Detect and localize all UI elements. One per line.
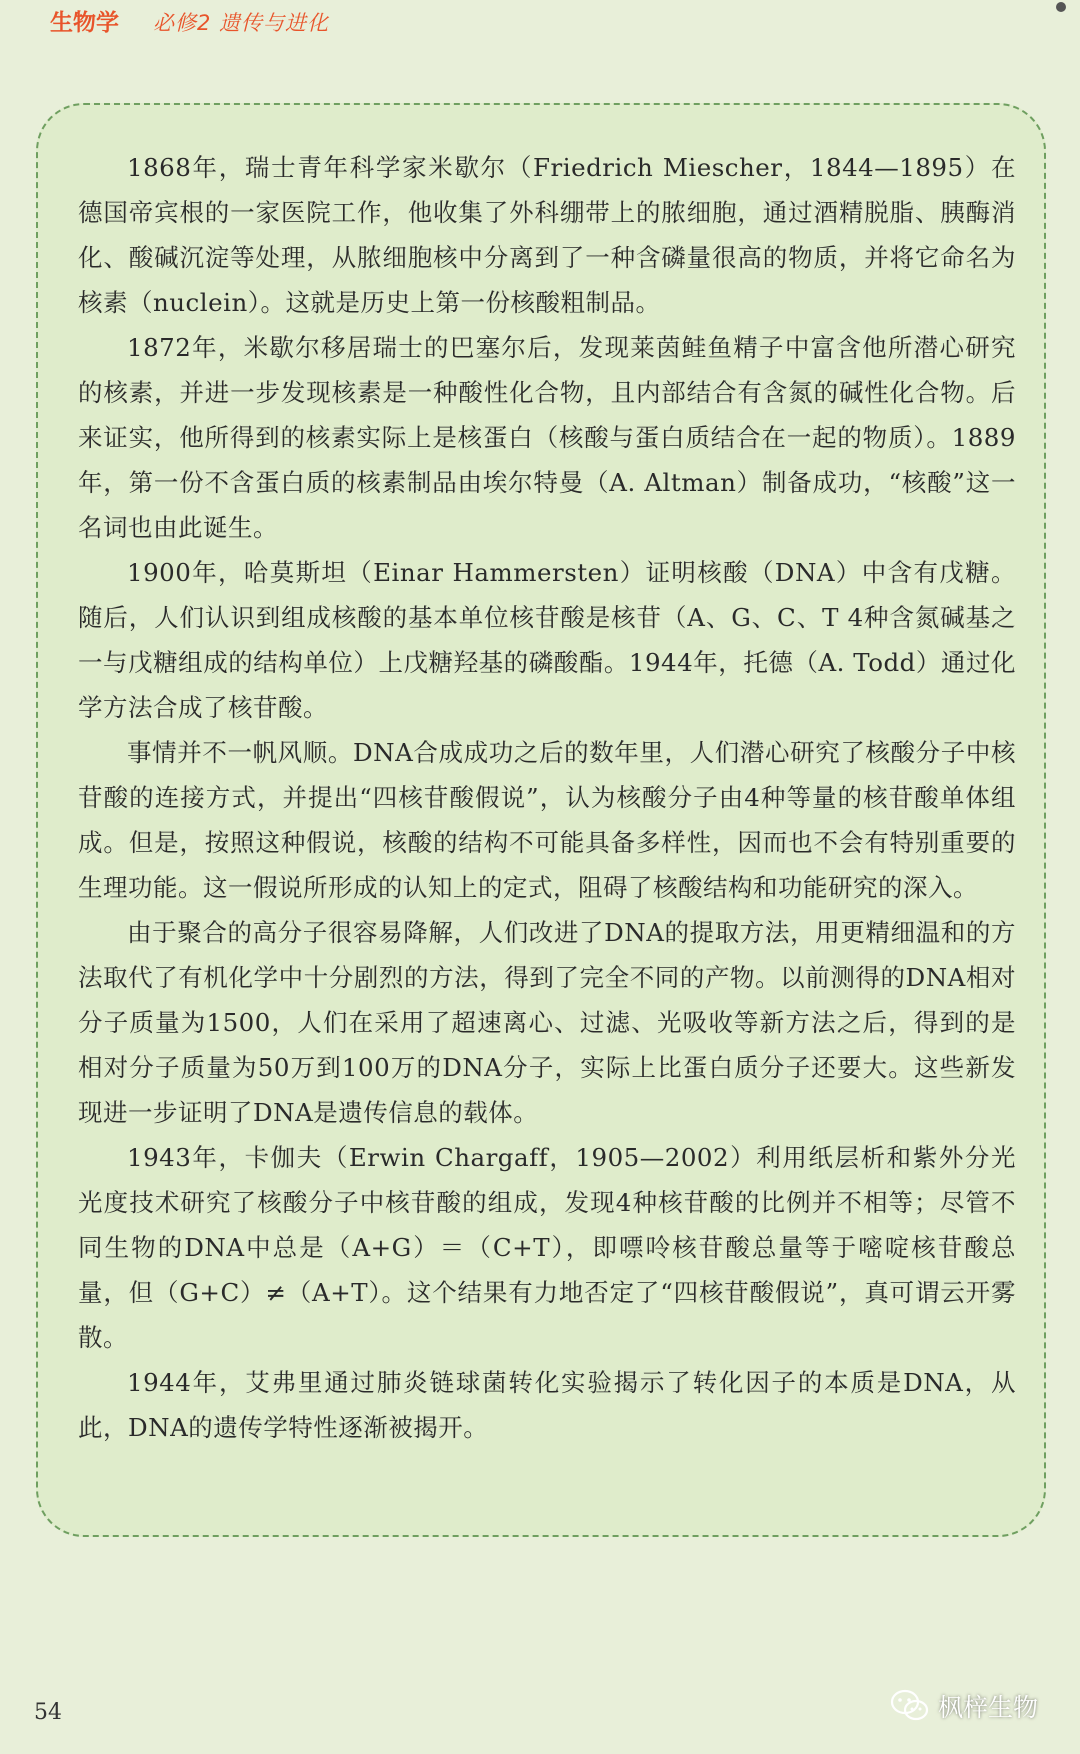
header-subject: 生物学	[50, 10, 119, 36]
paragraph-1: 1868年，瑞士青年科学家米歇尔（Friedrich Miescher，1844—1895）在德国帝宾根的一家医院工作，他收集了外科绷带上的脓细胞，通过酒精脱脂、胰酶消化、酸碱沉淀等处理，从脓细胞核中分离到了一种含磷量很高的物质，并将它命名为核素（nuclein）。这就是历史上第一份核酸粗制品。	[78, 153, 1016, 317]
paragraph-3: 1900年，哈莫斯坦（Einar Hammersten）证明核酸（DNA）中含有戊糖。随后，人们认识到组成核酸的基本单位核苷酸是核苷（A、G、C、T 4种含氮碱基之一与戊糖组成的结构单位）上戊糖羟基的磷酸酯。1944年，托德（A. Todd）通过化学方法合成了核苷酸。	[78, 558, 1016, 722]
watermark-text: 枫梓生物	[937, 1693, 1038, 1722]
paragraph-6: 1943年，卡伽夫（Erwin Chargaff，1905—2002）利用纸层析和紫外分光光度技术研究了核酸分子中核苷酸的组成，发现4种核苷酸的比例并不相等；尽管不同生物的DNA中总是（A+G）＝（C+T），即嘌呤核苷酸总量等于嘧啶核苷酸总量，但（G+C）≠（A+T）。这个结果有力地否定了“四核苷酸假说”，真可谓云开雾散。	[78, 1143, 1016, 1352]
page-number: 54	[34, 1700, 62, 1725]
paragraph-7: 1944年，艾弗里通过肺炎链球菌转化实验揭示了转化因子的本质是DNA，从此，DNA的遗传学特性逐渐被揭开。	[78, 1368, 1016, 1442]
header-book-title: 必修2 遗传与进化	[153, 11, 330, 35]
wechat-icon	[890, 1689, 930, 1723]
paragraph-2: 1872年，米歇尔移居瑞士的巴塞尔后，发现莱茵鲑鱼精子中富含他所潜心研究的核素，并进一步发现核素是一种酸性化合物，且内部结合有含氮的碱性化合物。后来证实，他所得到的核素实际上是核蛋白（核酸与蛋白质结合在一起的物质）。1889年，第一份不含蛋白质的核素制品由埃尔特曼（A. Altman）制备成功，“核酸”这一名词也由此诞生。	[78, 333, 1016, 542]
reading-box	[36, 103, 1046, 1537]
paragraph-5: 由于聚合的高分子很容易降解，人们改进了DNA的提取方法，用更精细温和的方法取代了有机化学中十分剧烈的方法，得到了完全不同的产物。以前测得的DNA相对分子质量为1500，人们在采用了超速离心、过滤、光吸收等新方法之后，得到的是相对分子质量为50万到100万的DNA分子，实际上比蛋白质分子还要大。这些新发现进一步证明了DNA是遗传信息的载体。	[78, 918, 1016, 1127]
page-header	[50, 4, 329, 40]
corner-dot	[1056, 2, 1066, 12]
watermark	[890, 1688, 1038, 1724]
paragraph-4: 事情并不一帆风顺。DNA合成成功之后的数年里，人们潜心研究了核酸分子中核苷酸的连接方式，并提出“四核苷酸假说”，认为核酸分子由4种等量的核苷酸单体组成。但是，按照这种假说，核酸的结构不可能具备多样性，因而也不会有特别重要的生理功能。这一假说所形成的认知上的定式，阻碍了核酸结构和功能研究的深入。	[78, 738, 1016, 902]
